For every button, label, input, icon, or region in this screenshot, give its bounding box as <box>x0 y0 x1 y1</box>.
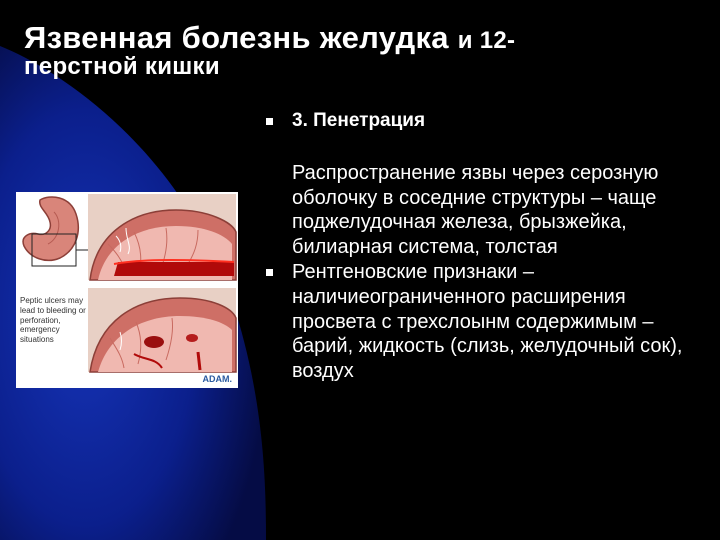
bullet1-paragraph: Распространение язвы через серозную оболочку в соседние структуры – чаще поджелудочная железа, брызжейка, билиарная система, толстая <box>292 161 659 259</box>
title-line1-suffix: и 12- <box>457 27 516 54</box>
bullet-list <box>266 108 712 384</box>
bullet-item-xray <box>266 260 712 384</box>
stomach-drawing <box>16 192 238 388</box>
bullet1-label: 3. Пенетрация <box>292 110 426 131</box>
square-bullet-icon <box>266 118 273 125</box>
slide-title <box>24 22 515 79</box>
bullet-item-penetration <box>266 108 712 133</box>
square-bullet-icon <box>266 269 273 276</box>
bullet2-text: Рентгеновские признаки – наличиеограниченного расширения просвета с трехслоынм содержимым – барий, жидкость (слизь, желудочный сок), воздух <box>292 260 683 383</box>
title-line1: Язвенная болезнь желудка <box>24 20 449 55</box>
adam-logo: ADAM. <box>202 374 232 384</box>
figure-caption: Peptic ulcers may lead to bleeding or perforation, emergency situations <box>20 296 86 344</box>
stomach-illustration <box>16 192 238 388</box>
title-line2: перстной кишки <box>24 53 220 80</box>
